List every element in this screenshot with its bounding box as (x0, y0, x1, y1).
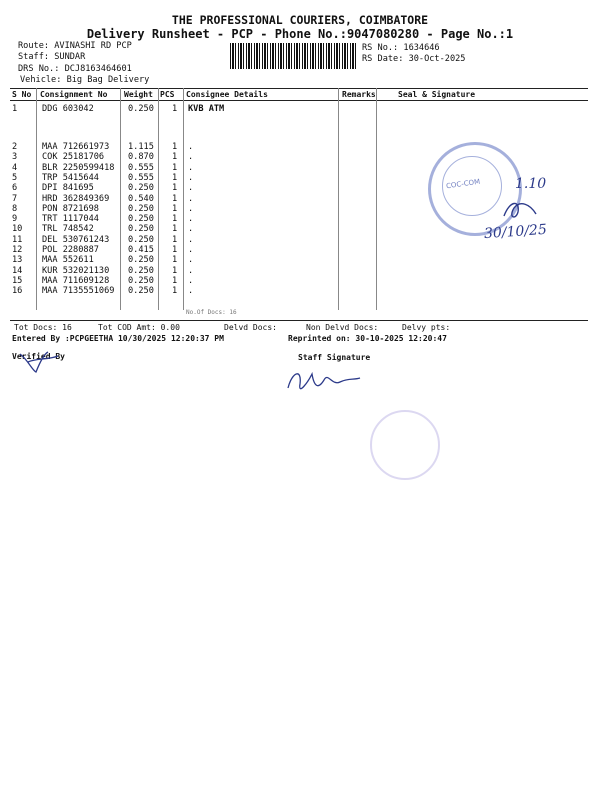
company-title: THE PROFESSIONAL COURIERS, COIMBATORE (171, 13, 429, 27)
handwritten-count: 1.10 (515, 176, 547, 192)
col-divider (376, 88, 377, 310)
row-pcs: 1 (172, 265, 178, 276)
staff-signature-icon (282, 362, 362, 402)
row-sno: 12 (12, 245, 23, 255)
row-pcs: 1 (172, 224, 178, 235)
verified-by-label: Verified By (12, 352, 65, 361)
row-weight: 0.250 (128, 265, 154, 276)
stamp-text: COC-COM (445, 177, 481, 191)
row-consignee-details: . (188, 203, 194, 214)
row-pcs: 1 (172, 104, 178, 114)
row-consignment-no: COK 25181706 (42, 152, 105, 163)
row-pcs: 1 (172, 275, 178, 286)
row-consignment-no: MAA 7135551069 (42, 286, 115, 297)
doc-count-note: No.Of Docs: 16 (186, 309, 237, 316)
row-sno: 9 (12, 214, 18, 225)
row-weight: 0.250 (128, 104, 154, 114)
row-sno: 8 (12, 203, 18, 214)
row-consignee-details: . (188, 172, 194, 183)
delivered-docs: Delvd Docs: (224, 323, 277, 332)
faded-seal-stamp (370, 410, 440, 480)
staff-signature-label: Staff Signature (298, 353, 371, 362)
row-weight: 0.250 (128, 286, 154, 297)
row-consignment-no: MAA 712661973 (42, 142, 110, 152)
row-consignment-no: POL 2280887 (42, 245, 99, 255)
row-pcs: 1 (172, 214, 178, 225)
col-divider (183, 88, 184, 310)
row-weight: 1.115 (128, 142, 154, 152)
row-consignee-details: . (188, 142, 194, 152)
row-pcs: 1 (172, 286, 178, 297)
col-seal: Seal & Signature (398, 90, 476, 99)
col-remarks: Remarks (342, 90, 376, 99)
row-consignment-no: TRT 1117044 (42, 214, 99, 225)
row-pcs: 1 (172, 142, 178, 152)
row-sno: 5 (12, 172, 18, 183)
row-sno: 16 (12, 286, 23, 297)
row-weight: 0.250 (128, 224, 154, 235)
row-pcs: 1 (172, 152, 178, 163)
handwritten-signature-icon (500, 196, 540, 224)
row-pcs: 1 (172, 203, 178, 214)
row-sno: 3 (12, 152, 18, 163)
row-consignee-details: . (188, 286, 194, 297)
row-consignee-details: . (188, 265, 194, 276)
row-pcs: 1 (172, 162, 178, 173)
verifier-signature-icon (18, 348, 66, 376)
row-sno: 11 (12, 234, 23, 245)
row-weight: 0.250 (128, 214, 154, 225)
delivery-points: Delvy pts: (402, 323, 451, 332)
row-consignee-details: . (188, 245, 194, 255)
row-sno: 14 (12, 265, 23, 276)
drs-number: DRS No.: DCJ8163464601 (18, 64, 132, 74)
row-consignee-details: . (188, 255, 194, 266)
row-consignee-details: . (188, 275, 194, 286)
rs-date: RS Date: 30-Oct-2025 (362, 54, 466, 64)
row-pcs: 1 (172, 234, 178, 245)
row-sno: 6 (12, 183, 18, 194)
row-weight: 0.250 (128, 183, 154, 194)
row-pcs: 1 (172, 193, 178, 204)
row-consignment-no: KUR 532021130 (42, 265, 110, 276)
handwritten-date: 30/10/25 (483, 221, 548, 243)
row-weight: 0.555 (128, 172, 154, 183)
row-sno: 2 (12, 142, 18, 152)
col-divider (338, 88, 339, 310)
row-pcs: 1 (172, 172, 178, 183)
row-sno: 4 (12, 162, 18, 173)
staff-label: Staff: SUNDAR (18, 52, 86, 62)
col-weight: Weight (124, 90, 153, 99)
row-sno: 13 (12, 255, 23, 266)
row-consignee-details: . (188, 214, 194, 225)
row-weight: 0.250 (128, 275, 154, 286)
row-pcs: 1 (172, 245, 178, 255)
row-consignment-no: TRP 5415644 (42, 172, 99, 183)
non-delivered-docs: Non Delvd Docs: (306, 323, 379, 332)
row-weight: 0.555 (128, 162, 154, 173)
row-sno: 7 (12, 193, 18, 204)
col-divider (158, 88, 159, 310)
table-bottom-rule (10, 320, 588, 321)
barcode-icon (230, 43, 356, 69)
row-sno: 1 (12, 104, 18, 114)
runsheet-subtitle: Delivery Runsheet - PCP - Phone No.:9047080280 - Page No.:1 (86, 27, 514, 41)
row-consignment-no: DEL 530761243 (42, 234, 110, 245)
row-weight: 0.250 (128, 234, 154, 245)
vehicle-label: Vehicle: Big Bag Delivery (20, 75, 150, 85)
row-consignment-no: TRL 748542 (42, 224, 94, 235)
row-sno: 15 (12, 275, 23, 286)
row-consignment-no: HRD 362849369 (42, 193, 110, 204)
col-divider (120, 88, 121, 310)
row-consignee-details: KVB ATM (188, 104, 225, 114)
row-pcs: 1 (172, 255, 178, 266)
row-weight: 0.415 (128, 245, 154, 255)
col-consignee: Consignee Details (186, 90, 268, 99)
row-weight: 0.250 (128, 203, 154, 214)
row-sno: 10 (12, 224, 23, 235)
row-consignee-details: . (188, 193, 194, 204)
col-pcs: PCS (160, 90, 175, 99)
col-sno: S No (12, 90, 32, 99)
row-consignment-no: MAA 552611 (42, 255, 94, 266)
row-consignment-no: PON 8721698 (42, 203, 99, 214)
table-header-rule (10, 100, 588, 101)
row-pcs: 1 (172, 183, 178, 194)
row-consignee-details: . (188, 162, 194, 173)
row-consignee-details: . (188, 183, 194, 194)
table-top-rule (10, 88, 588, 89)
route-label: Route: AVINASHI RD PCP (18, 41, 132, 51)
row-consignment-no: DPI 841695 (42, 183, 94, 194)
row-consignment-no: BLR 2250599418 (42, 162, 115, 173)
row-consignee-details: . (188, 152, 194, 163)
row-weight: 0.250 (128, 255, 154, 266)
row-consignee-details: . (188, 234, 194, 245)
entered-by: Entered By :PCPGEETHA 10/30/2025 12:20:37 PM (12, 334, 224, 343)
rs-number: RS No.: 1634646 (362, 43, 440, 53)
row-consignee-details: . (188, 224, 194, 235)
col-consignment: Consignment No (40, 90, 108, 99)
row-consignment-no: MAA 711609128 (42, 275, 110, 286)
row-weight: 0.540 (128, 193, 154, 204)
row-consignment-no: DDG 603042 (42, 104, 94, 114)
reprinted-on: Reprinted on: 30-10-2025 12:20:47 (288, 334, 447, 343)
row-weight: 0.870 (128, 152, 154, 163)
total-docs: Tot Docs: 16 (14, 323, 72, 332)
total-cod: Tot COD Amt: 0.00 (98, 323, 180, 332)
col-divider (36, 88, 37, 310)
